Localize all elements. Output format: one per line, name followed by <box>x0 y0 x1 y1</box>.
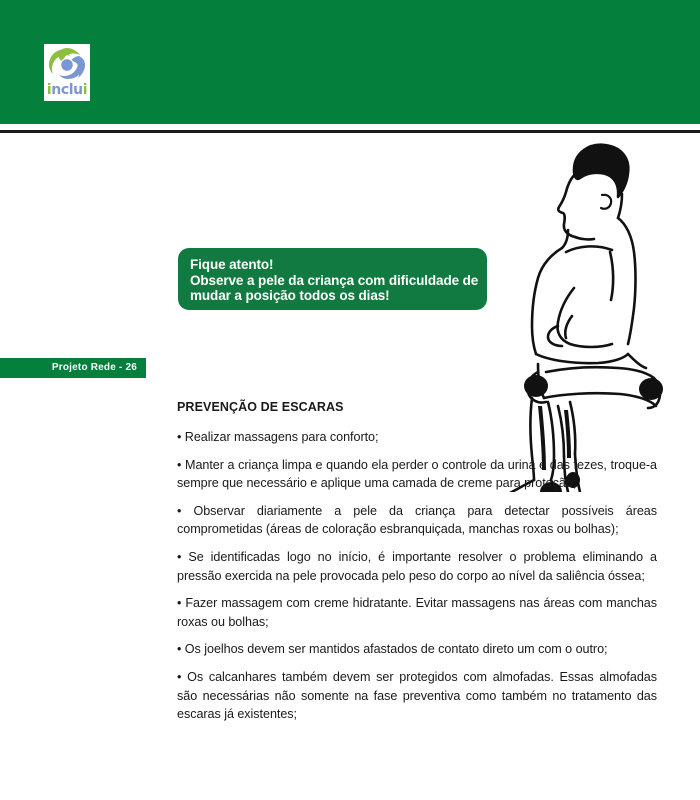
inclui-swirl-logo-icon <box>46 45 88 83</box>
wordmark-nclu: nclu <box>51 82 83 98</box>
attention-callout-box <box>178 248 487 310</box>
wordmark-i-last: i <box>82 82 88 98</box>
article-body <box>177 400 657 724</box>
callout-line-1: Fique atento! <box>190 257 274 272</box>
inclui-wordmark <box>44 82 90 98</box>
callout-line-2: Observe a pele da criança com dificuldade de <box>190 272 479 288</box>
bullet-paragraph-4: • Se identificadas logo no início, é importante resolver o problema eliminando a pressão exercida na pele provocada pelo peso do corpo ao nível da saliência óssea; <box>177 549 657 583</box>
bullet-paragraph-2: • Manter a criança limpa e quando ela perder o controle da urina e das fezes, troque-a sempre que necessário e aplique uma camada de creme para proteção; <box>177 457 657 491</box>
bullet-paragraph-6: • Os joelhos devem ser mantidos afastados de contato direto um com o outro; <box>177 642 608 657</box>
bullet-paragraph-7: • Os calcanhares também devem ser protegidos com almofadas. Essas almofadas são necessárias não somente na fase preventiva como também no tratamento das escaras já existentes; <box>177 669 657 722</box>
page-title: PREVENÇÃO DE ESCARAS <box>177 400 344 414</box>
header-green-band <box>0 0 700 124</box>
wordmark-i-first: i <box>46 82 52 98</box>
header-divider-rule <box>0 130 700 133</box>
bullet-paragraph-5: • Fazer massagem com creme hidratante. Evitar massagens nas áreas com manchas roxas ou bolhas; <box>177 596 657 629</box>
bullet-paragraph-3: • Observar diariamente a pele da criança para detectar possíveis áreas comprometidas (áreas de coloração esbranquiçada, manchas roxas ou bolhas); <box>177 503 657 537</box>
bullet-paragraph-1: • Realizar massagens para conforto; <box>177 430 379 444</box>
page-side-tag: Projeto Rede - 26 <box>0 358 146 378</box>
logo-container <box>44 44 90 101</box>
callout-line-3: mudar a posição todos os dias! <box>190 288 390 303</box>
